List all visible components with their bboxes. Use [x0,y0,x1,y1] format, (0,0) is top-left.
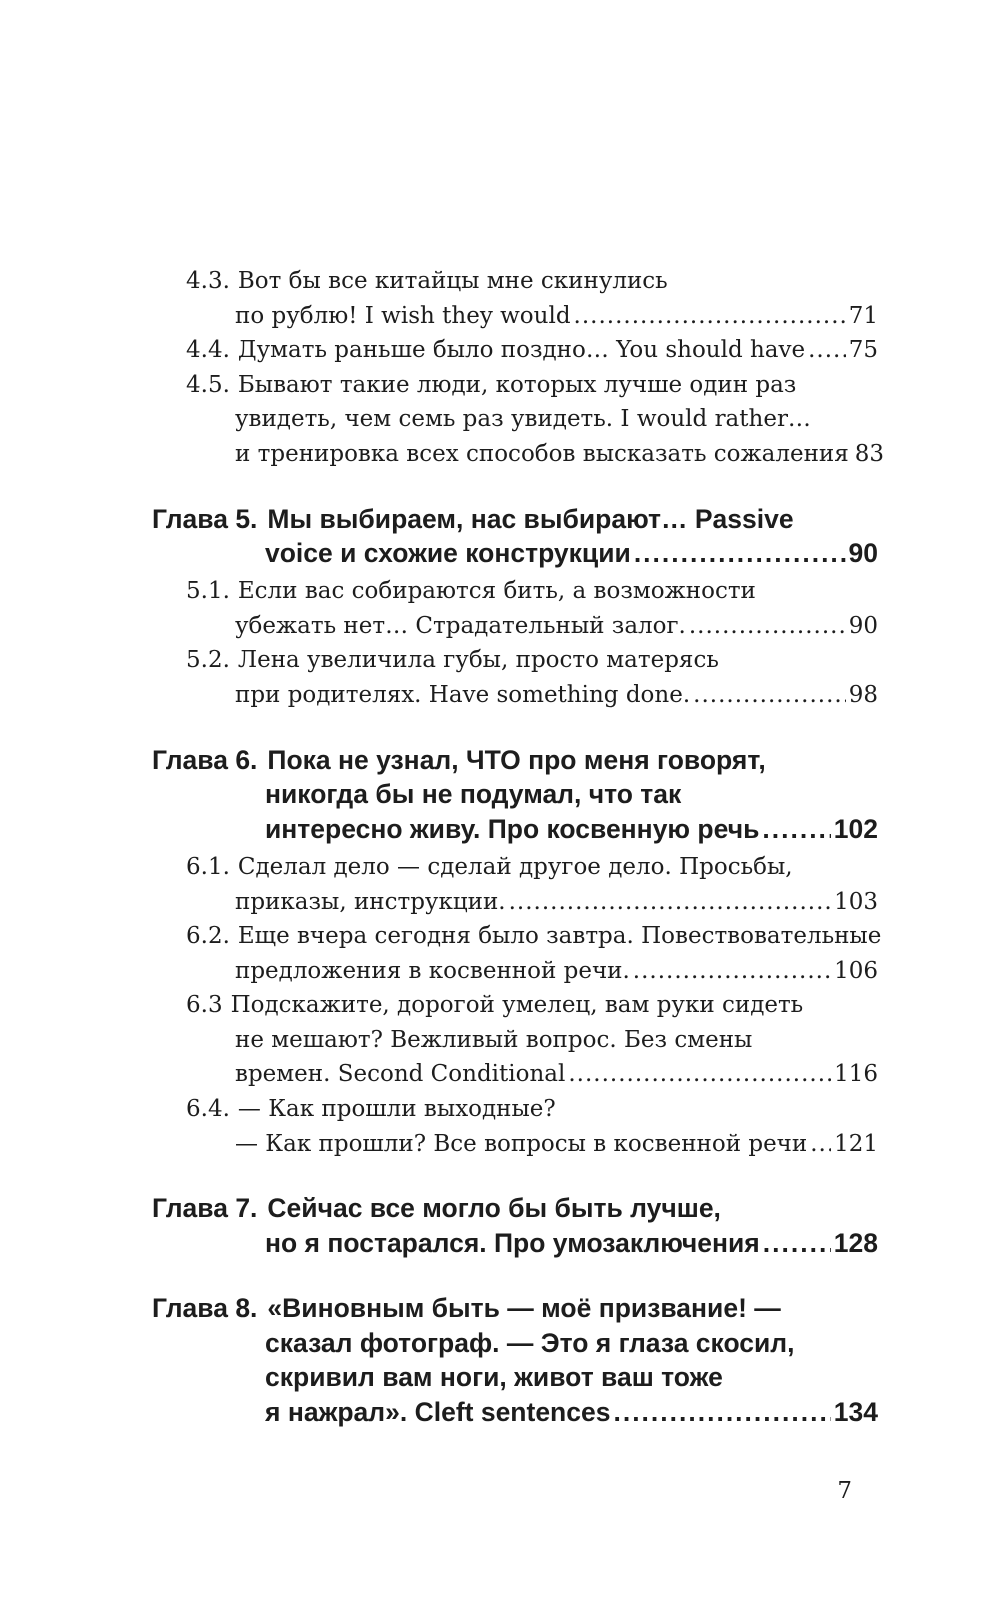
section-title-cont: приказы, инструкции. [235,888,506,915]
section-title: Лена увеличила губы, просто матерясь [237,647,719,674]
toc-line [152,1360,878,1395]
section-title-cont: и тренировка всех способов высказать сожаления [235,440,849,467]
chapter-title-cont: интересно живу. Про косвенную речь [265,814,760,845]
section-title: Еще вчера сегодня было завтра. Повествовательные [237,923,882,950]
toc-line [186,850,878,885]
chapter-title: Сейчас все могло бы быть лучше, [267,1193,721,1224]
section-title: Подскажите, дорогой умелец, вам руки сидеть [230,992,804,1019]
page-number: 106 [834,957,878,984]
toc-line [152,743,878,778]
page-number: 98 [848,681,878,708]
page-number: 128 [833,1228,878,1259]
toc-entry-4-3[interactable] [186,264,878,333]
toc-line [152,1395,878,1430]
toc-entry-6-4[interactable] [186,1092,878,1161]
chapter-title-cont: скривил вам ноги, живот ваш тоже [265,1362,723,1393]
page-number: 83 [854,440,885,467]
page-number: 102 [833,814,878,845]
chapter-title: Мы выбираем, нас выбирают… Passive [267,503,794,534]
section-title-cont: не мешают? Вежливый вопрос. Без смены [235,1026,753,1053]
toc-entry-6-3[interactable] [186,988,878,1092]
toc-line [186,954,878,989]
toc-entry-4-5[interactable] [186,368,885,472]
toc-line [186,1057,878,1092]
toc-line [186,333,878,368]
page-number: 90 [848,612,878,639]
section-number: 4.3. [186,268,230,294]
toc-line [186,368,878,403]
page-number: 116 [834,1061,878,1088]
section-number: 5.2. [186,647,230,674]
chapter-title-cont: voice и схожие конструкции [265,538,631,569]
toc-entry-5-2[interactable] [186,643,878,712]
dot-leader [634,536,846,571]
toc-line [186,885,878,920]
toc-line [186,264,878,299]
section-number: 6.2. [186,923,230,950]
section-number: 5.1. [186,578,230,605]
dot-leader [568,1057,831,1092]
section-title-cont: по рублю! I wish they would [235,302,571,329]
toc-line [186,299,878,334]
chapter-label: Глава 5. [152,503,258,534]
section-title: Вот бы все китайцы мне скинулись [237,268,668,294]
page-number: 103 [834,888,878,915]
section-title: Сделал дело — сделай другое дело. Просьбы, [237,853,793,880]
section-number: 6.3 [186,992,223,1019]
toc-line [152,1291,878,1326]
section-title-cont: предложения в косвенной речи. [235,957,630,984]
dot-leader [509,885,831,920]
dot-leader [762,812,830,847]
section-number: 6.1. [186,853,230,880]
section-title-cont: увидеть, чем семь раз увидеть. I would rather… [235,406,811,433]
section-title: Бывают такие люди, которых лучше один раз [237,371,797,398]
page-number: 134 [833,1397,878,1428]
section-number: 4.5. [186,371,230,398]
toc-line [186,1127,878,1162]
toc-chapter-5[interactable] [152,502,878,572]
folio-page-number: 7 [837,1478,852,1504]
toc-line [186,988,878,1023]
dot-leader [810,1127,831,1162]
chapter-title-cont: никогда бы не подумал, что так [265,779,682,810]
page-number: 75 [848,337,878,364]
table-of-contents [152,264,885,1433]
toc-line [152,536,878,571]
toc-line [186,1092,878,1127]
section-number: 6.4. [186,1096,230,1123]
section-title-cont: времен. Second Conditional [235,1061,566,1088]
chapter-title-cont: сказал фотограф. — Это я глаза скосил, [265,1327,795,1358]
toc-line [186,1023,878,1058]
dot-leader [693,678,846,713]
section-title-cont: убежать нет… Страдательный залог. [235,612,686,639]
toc-line [152,812,878,847]
section-title: Если вас собираются бить, а возможности [237,578,756,605]
chapter-title: «Виновным быть — моё призвание! — [267,1292,781,1323]
section-title: — Как прошли выходные? [237,1096,556,1123]
toc-line [186,643,878,678]
toc-chapter-6[interactable] [152,743,878,847]
dot-leader [613,1395,830,1430]
dot-leader [633,954,831,989]
toc-line [152,1191,878,1226]
toc-line [186,919,882,954]
chapter-title-cont: я нажрал». Cleft sentences [265,1397,611,1428]
section-title-cont: при родителях. Have something done. [235,681,691,708]
toc-line [186,678,878,713]
chapter-title: Пока не узнал, ЧТО про меня говорят, [267,744,766,775]
chapter-label: Глава 6. [152,744,258,775]
section-number: 4.4. [186,337,230,364]
toc-entry-5-1[interactable] [186,574,878,643]
dot-leader [808,333,846,368]
chapter-label: Глава 8. [152,1292,258,1323]
toc-entry-6-2[interactable] [186,919,882,988]
dot-leader [574,299,846,334]
page-number: 71 [848,302,878,329]
toc-entry-4-4[interactable] [186,333,878,368]
toc-line [152,1326,878,1361]
chapter-label: Глава 7. [152,1193,258,1224]
toc-line [152,502,878,537]
toc-line [186,402,878,437]
toc-line [186,609,878,644]
section-title: Думать раньше было поздно… You should have [237,337,806,364]
dot-leader [763,1226,831,1261]
toc-line [152,1226,878,1261]
toc-line [186,437,885,472]
page-number: 90 [848,538,878,569]
section-title-cont: — Как прошли? Все вопросы в косвенной речи [235,1130,808,1157]
chapter-title-cont: но я постарался. Про умозаключения [265,1228,760,1259]
dot-leader [689,609,846,644]
page-number: 121 [834,1130,878,1157]
toc-chapter-7[interactable] [152,1191,878,1261]
toc-line [152,777,878,812]
toc-entry-6-1[interactable] [186,850,878,919]
toc-line [186,574,878,609]
toc-chapter-8[interactable] [152,1291,878,1430]
